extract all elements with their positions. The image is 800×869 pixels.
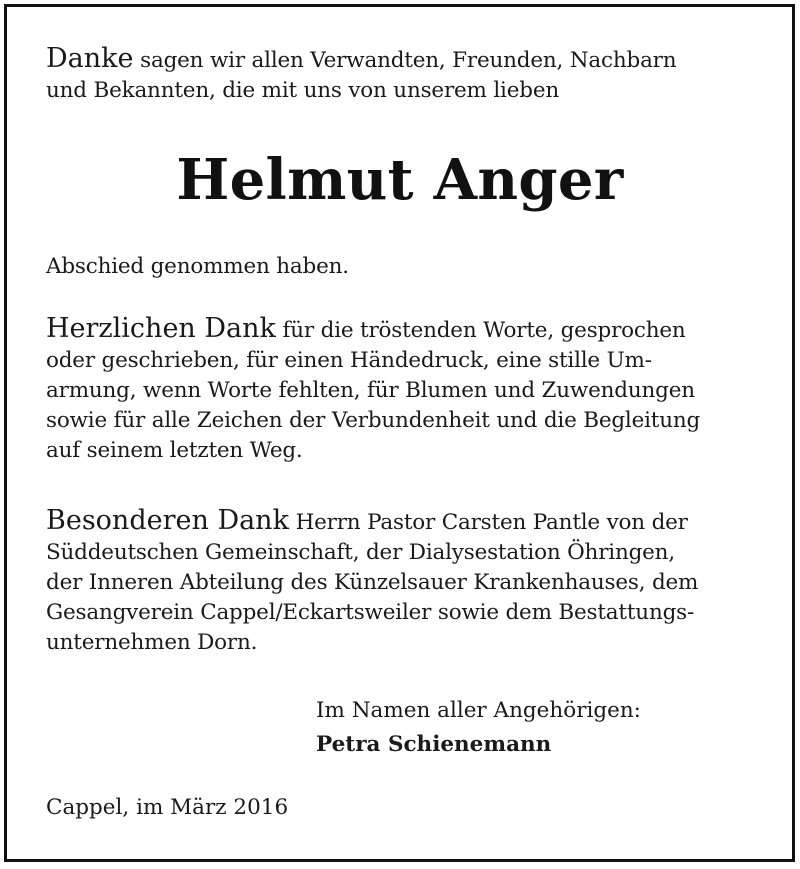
thanks-line-4: sowie für alle Zeichen der Verbundenheit und die Begleitung	[46, 408, 701, 433]
intro-lead-word: Danke	[46, 43, 134, 74]
signature-block	[316, 694, 736, 762]
on-behalf-line: Im Namen aller Angehörigen:	[316, 698, 641, 723]
intro-line-2: und Bekannten, die mit uns von unserem lieben	[46, 78, 559, 103]
special-thanks-line-1: Herrn Pastor Carsten Pantle von der	[288, 510, 688, 535]
special-thanks-line-2: Süddeutschen Gemeinschaft, der Dialysestation Öhringen,	[46, 540, 675, 565]
special-thanks-line-5: unternehmen Dorn.	[46, 630, 258, 655]
thanks-line-3: armung, wenn Worte fehlten, für Blumen und Zuwendungen	[46, 378, 695, 403]
special-thanks-paragraph	[46, 506, 766, 658]
farewell-line: Abschied genommen haben.	[46, 254, 349, 279]
thanks-line-1: für die tröstenden Worte, gesprochen	[275, 318, 686, 343]
special-thanks-line-4: Gesangverein Cappel/Eckartsweiler sowie dem Bestattungs-	[46, 600, 695, 625]
intro-line-1: sagen wir allen Verwandten, Freunden, Nachbarn	[133, 48, 677, 73]
thanks-line-5: auf seinem letzten Weg.	[46, 438, 303, 463]
signer-name: Petra Schienemann	[316, 732, 552, 757]
intro-paragraph	[46, 44, 766, 106]
thanks-paragraph	[46, 314, 766, 466]
thanks-line-2: oder geschrieben, für einen Händedruck, eine stille Um-	[46, 348, 652, 373]
thanks-lead: Herzlichen Dank	[46, 313, 276, 344]
deceased-name: Helmut Anger	[176, 147, 624, 213]
special-thanks-line-3: der Inneren Abteilung des Künzelsauer Krankenhauses, dem	[46, 570, 699, 595]
special-thanks-lead: Besonderen Dank	[46, 505, 289, 536]
place-date: Cappel, im März 2016	[46, 795, 289, 820]
